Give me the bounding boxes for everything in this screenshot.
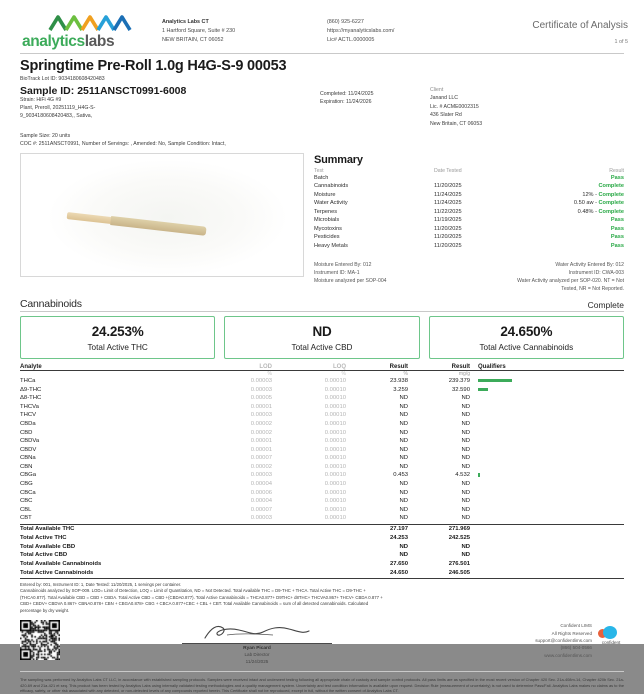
total-result-percent: 24.253 — [389, 534, 408, 541]
analyte-lod: 0.00003 — [250, 412, 272, 419]
client-address-line1: 436 Slater Rd — [430, 112, 462, 119]
summary-date-tested: 11/20/2025 — [434, 183, 462, 190]
table-row — [20, 394, 624, 403]
moisture-instrument-id: Instrument ID: MA-1 — [314, 270, 360, 277]
summary-date-tested: 11/24/2025 — [434, 200, 462, 207]
unit-result-mgg: mg/g — [458, 371, 470, 378]
summary-row — [314, 216, 624, 225]
strain-name: Strain: HiFi 4G #9 — [20, 97, 62, 104]
confident-logo — [598, 622, 624, 646]
analyte-lod: 0.00001 — [250, 438, 272, 445]
wa-sop: Water Activity analyzed per SOP-020. NT = Not — [517, 277, 624, 284]
total-result-mgg: 271.969 — [448, 525, 470, 532]
footer-signature-area — [0, 614, 644, 666]
analyte-result-percent: ND — [399, 403, 408, 410]
analyte-result-mgg: ND — [461, 412, 470, 419]
lab-license: Lic# ACTL.0000005 — [327, 36, 375, 43]
analyte-result-mgg: ND — [461, 395, 470, 402]
expiration-date: Expiration: 11/24/2026 — [320, 99, 372, 106]
analyte-result-percent: 23.938 — [389, 378, 408, 385]
analyte-name: CBD — [20, 429, 33, 436]
summary-result: Pass — [610, 225, 624, 232]
total-label: Total Available Cannabinoids — [20, 561, 102, 568]
lims-website[interactable]: www.confidentlims.com — [544, 652, 592, 658]
analyte-name: CBGa — [20, 472, 37, 479]
summary-box-value: 24.650% — [500, 323, 553, 339]
analyte-result-mgg: ND — [461, 455, 470, 462]
unit-lod: % — [267, 371, 272, 378]
summary-box-value: 24.253% — [91, 323, 144, 339]
analyte-result-mgg: 32.590 — [451, 386, 470, 393]
brand-word-labs: labs — [84, 33, 115, 50]
cannabinoid-summary-box — [429, 316, 624, 359]
analyte-rows — [20, 377, 624, 523]
analyte-lod: 0.00003 — [250, 472, 272, 479]
analyte-qualifier-bar — [470, 463, 624, 472]
analyte-name: CBG — [20, 480, 33, 487]
analyte-lod: 0.00003 — [250, 386, 272, 393]
analyte-result-mgg: 239.379 — [448, 378, 470, 385]
analyte-loq: 0.00010 — [324, 472, 346, 479]
lab-address-line1: 1 Hartford Square, Suite # 230 — [162, 27, 236, 34]
analyte-name: CBT — [20, 515, 32, 522]
total-result-percent: ND — [399, 552, 408, 559]
photo-background — [21, 154, 303, 276]
col-qualifiers: Qualifiers — [478, 363, 506, 370]
analyte-qualifier-bar — [470, 403, 624, 412]
table-row — [20, 429, 624, 438]
lims-name: Confident LIMS — [560, 623, 592, 629]
analyte-result-percent: ND — [399, 463, 408, 470]
client-block — [430, 85, 624, 128]
analyte-result-mgg: ND — [461, 446, 470, 453]
analyte-name: CBDV — [20, 446, 37, 453]
analyte-name: THCa — [20, 378, 36, 385]
summary-row — [314, 233, 624, 242]
analyte-result-percent: ND — [399, 421, 408, 428]
lims-footer — [454, 620, 624, 659]
analyte-name: THCVa — [20, 403, 39, 410]
analyte-qualifier-bar — [470, 411, 624, 420]
table-row — [20, 489, 624, 498]
analyte-lod: 0.00003 — [250, 515, 272, 522]
product-photo — [20, 153, 304, 277]
analyte-result-mgg: ND — [461, 480, 470, 487]
analyte-loq: 0.00010 — [324, 378, 346, 385]
analyte-qualifier-bar — [470, 429, 624, 438]
analyte-name: Δ9-THC — [20, 386, 42, 393]
brand-logo — [20, 14, 162, 50]
analyte-loq: 0.00010 — [324, 395, 346, 402]
analyte-qualifier-bar — [470, 394, 624, 403]
summary-title: Summary — [314, 153, 363, 166]
summary-row — [314, 174, 624, 183]
col-analyte: Analyte — [20, 363, 42, 370]
date-block — [320, 85, 430, 107]
table-row — [20, 411, 624, 420]
lab-website-link[interactable]: https://myanalyticslabs.com/ — [327, 27, 395, 34]
sample-info-block — [0, 54, 644, 149]
total-result-mgg: ND — [461, 552, 470, 559]
summary-date-tested: 11/24/2025 — [434, 191, 462, 198]
analyte-qualifier-bar — [470, 480, 624, 489]
cannabinoid-summary-box — [20, 316, 215, 359]
table-row — [20, 437, 624, 446]
analyte-lod: 0.00005 — [250, 395, 272, 402]
analyte-loq: 0.00010 — [324, 480, 346, 487]
qualifier-bar-icon — [478, 473, 480, 476]
analyte-result-percent: 3.259 — [393, 386, 408, 393]
analyte-name: CBDa — [20, 421, 36, 428]
analyte-name: CBCa — [20, 489, 36, 496]
lab-contact-block — [327, 14, 477, 44]
summary-test-name: Water Activity — [314, 200, 348, 207]
table-row — [20, 506, 624, 515]
summary-result: 12% - Complete — [582, 191, 624, 198]
cannabinoid-table — [0, 359, 644, 579]
analyte-qualifier-bar — [470, 454, 624, 463]
footnote-line-4: CBD+ CBDV+ CBDVA 0.867+ CBNA0.878+ CBN + CBGA0.878+ CBG + CBCA 0.877+CBC + CBL + CBT. Total Available Cannabinoids = sum of all detected cannabinoids. Calculated — [20, 601, 369, 607]
qualifier-bar-icon — [478, 379, 512, 382]
table-row — [20, 403, 624, 412]
analyte-result-percent: 0.453 — [393, 472, 408, 479]
summary-test-name: Terpenes — [314, 208, 338, 215]
analyte-qualifier-bar — [470, 446, 624, 455]
total-result-mgg: 242.525 — [448, 534, 470, 541]
summary-box-value: ND — [312, 323, 332, 339]
summary-result: Pass — [610, 234, 624, 241]
analyte-name: Δ8-THC — [20, 395, 42, 402]
total-result-percent: ND — [399, 543, 408, 550]
col-loq: LOQ — [333, 363, 346, 370]
biotrack-lot-id: BioTrack Lot ID: 9034180608420483 — [20, 76, 105, 83]
client-name: Janand LLC — [430, 95, 458, 102]
analyte-lod: 0.00007 — [250, 455, 272, 462]
analyte-result-percent: ND — [399, 506, 408, 513]
signature-icon — [197, 622, 317, 642]
total-label: Total Active THC — [20, 534, 67, 541]
wa-instrument-id: Instrument ID: CWA-003 — [568, 270, 624, 277]
total-row — [20, 534, 624, 543]
total-result-percent: 27.650 — [389, 561, 408, 568]
analyte-qualifier-bar — [470, 377, 624, 386]
total-result-mgg: 276.501 — [448, 561, 470, 568]
analytics-labs-mark-icon — [20, 14, 162, 32]
table-row — [20, 497, 624, 506]
summary-row — [314, 242, 624, 251]
analyte-result-mgg: ND — [461, 429, 470, 436]
signature-date: 11/24/2025 — [245, 659, 269, 665]
summary-date-tested: 11/20/2025 — [434, 234, 462, 241]
analyte-result-mgg: ND — [461, 438, 470, 445]
summary-test-name: Mycotoxins — [314, 225, 342, 232]
table-row — [20, 386, 624, 395]
analyte-lod: 0.00007 — [250, 506, 272, 513]
summary-col-test: Test — [314, 167, 324, 174]
summary-test-name: Moisture — [314, 191, 336, 198]
analyte-result-mgg: ND — [461, 463, 470, 470]
lims-phone: (866) 504-0566 — [560, 645, 592, 651]
total-label: Total Available CBD — [20, 543, 76, 550]
analyte-result-mgg: ND — [461, 506, 470, 513]
analyte-result-percent: ND — [399, 480, 408, 487]
signer-name: Ryan Picard — [243, 646, 271, 652]
analyte-lod: 0.00002 — [250, 421, 272, 428]
footnote-line-2: Cannabinoids analyzed by SOP-009. LOD= Limit of Detection, LOQ = Limit of Quantitation, ND = Not Detected. Total Available THC = D9-THC + THCA. Total Active THC = D9-THC + — [20, 588, 366, 594]
certificate-title: Certificate of Analysis — [532, 20, 628, 31]
footnote-line-3: (THCA0.877). Total Available CBD = CBD + CBDA. Total Active CBD = CBD +(CBDA0.877). Total Active Cannabinoids = THCA0.877+ D9THC+ d8THC+ THCVA0.867+ THCV+ CBDA 0.877 + — [20, 594, 383, 600]
page-title: Springtime Pre-Roll 1.0g H4G-S-9 00053 — [20, 57, 287, 74]
summary-result: Complete — [598, 183, 624, 190]
summary-date-tested — [434, 174, 529, 183]
analyte-result-percent: ND — [399, 429, 408, 436]
cannabinoids-title: Cannabinoids — [20, 297, 82, 310]
summary-col-result: Result — [609, 167, 624, 174]
cannabinoid-summary-boxes — [0, 312, 644, 359]
total-label: Total Active CBD — [20, 552, 68, 559]
qualifier-bar-icon — [478, 388, 488, 391]
moisture-sop: Moisture analyzed per SOP-004 — [314, 277, 387, 284]
brand-word-analytics: analytics — [22, 33, 85, 50]
chain-of-custody: COC #: 2511ANSCT0991, Number of Servings: , Amended: No, Sample Condition: Intact, — [20, 140, 226, 147]
analyte-result-percent: ND — [399, 498, 408, 505]
analyte-loq: 0.00010 — [324, 412, 346, 419]
analyte-loq: 0.00010 — [324, 446, 346, 453]
analyte-result-percent: ND — [399, 455, 408, 462]
analyte-loq: 0.00010 — [324, 438, 346, 445]
wa-entered-by: Water Activity Entered By: 012 — [555, 262, 624, 269]
col-lod: LOD — [259, 363, 272, 370]
col-result-percent: Result — [389, 363, 408, 370]
analyte-result-percent: ND — [399, 446, 408, 453]
client-license: Lic. # ACME0002315 — [430, 103, 479, 110]
summary-test-name: Cannabinoids — [314, 183, 349, 190]
moisture-entered-by: Moisture Entered By: 012 — [314, 262, 372, 269]
analyte-loq: 0.00010 — [324, 421, 346, 428]
summary-box-label: Total Active CBD — [291, 342, 353, 352]
water-activity-notes — [434, 262, 624, 294]
summary-date-tested: 11/20/2025 — [434, 225, 462, 232]
analyte-name: CBNa — [20, 455, 36, 462]
summary-row — [314, 182, 624, 191]
lab-address-block — [162, 14, 327, 44]
analyte-qualifier-bar — [470, 386, 624, 395]
photo-and-summary — [0, 149, 644, 294]
analyte-lod: 0.00002 — [250, 429, 272, 436]
analyte-name: THCV — [20, 412, 37, 419]
instrument-notes — [314, 262, 624, 294]
analyte-loq: 0.00010 — [324, 498, 346, 505]
analyte-result-mgg: ND — [461, 498, 470, 505]
summary-test-name: Pesticides — [314, 234, 340, 241]
table-row — [20, 454, 624, 463]
table-row — [20, 471, 624, 480]
summary-row — [314, 225, 624, 234]
unit-result-percent: % — [403, 371, 408, 378]
analyte-lod: 0.00001 — [250, 446, 272, 453]
sample-id-label: Sample ID: — [20, 84, 75, 97]
summary-test-name: Batch — [314, 174, 329, 181]
summary-test-name: Microbials — [314, 217, 340, 224]
analyte-result-percent: ND — [399, 395, 408, 402]
cannabinoid-footnotes — [0, 579, 644, 614]
summary-date-tested: 11/20/2025 — [434, 242, 462, 249]
client-label: Client — [430, 86, 444, 93]
analyte-lod: 0.00001 — [250, 403, 272, 410]
total-row — [20, 551, 624, 560]
total-label: Total Available THC — [20, 525, 75, 532]
brand-wordmark — [20, 34, 162, 50]
analyte-lod: 0.00004 — [250, 480, 272, 487]
confident-mark-icon — [598, 626, 624, 639]
summary-result: Pass — [610, 217, 624, 224]
analyte-result-percent: ND — [399, 412, 408, 419]
analyte-name: CBL — [20, 506, 32, 513]
analyte-result-mgg: ND — [461, 515, 470, 522]
analyte-loq: 0.00010 — [324, 463, 346, 470]
lab-name: Analytics Labs CT — [162, 19, 209, 25]
analyte-qualifier-bar — [470, 471, 624, 480]
summary-result: Pass — [610, 174, 624, 181]
total-result-mgg: 246.505 — [448, 570, 470, 577]
analyte-result-mgg: ND — [461, 403, 470, 410]
analyte-result-percent: ND — [399, 489, 408, 496]
analyte-loq: 0.00010 — [324, 403, 346, 410]
summary-col-date: Date Tested — [434, 167, 462, 174]
sample-id-value: 2511ANSCT0991-6008 — [77, 84, 187, 97]
col-result-mgg: Result — [451, 363, 470, 370]
analyte-lod: 0.00002 — [250, 463, 272, 470]
product-descriptor-line2: 9_9034180608420483,, Sativa, — [20, 112, 93, 119]
table-row — [20, 446, 624, 455]
analyte-qualifier-bar — [470, 514, 624, 523]
analyte-result-mgg: ND — [461, 421, 470, 428]
total-row — [20, 543, 624, 552]
summary-date-tested: 11/22/2025 — [434, 208, 462, 215]
table-row — [20, 377, 624, 386]
footnote-line-5: percentage by dry weight. — [20, 607, 70, 613]
total-label: Total Active Cannabinoids — [20, 570, 94, 577]
legal-disclaimer: The sampling was performed by Analytics Labs CT LLC, in accordance with established sampling protocols. Samples were received intact and underwent testing following all appropriate chain of custody and sample control protocols. All pass limits are as specified in the most recent version of Chapter 420 Sec. 21a-408m-14, Chapter 420b Sec. 21a-420-69 and 21a-421 et seq. This product has been tested by Analytics Labs using internally validated testing methodologies and a quality management system. Uncertainty and test condition information is available upon request. Decision Rule (measurement of uncertainty) is not used to determine Pass/Fail. Analytics Labs makes no claims as to the efficacy, safety, or other risk associated with any detected, or non-detected levels of any compounds reported herein. This Certificate shall not be reproduced, except in full, without the written consent of Analytics Labs CT. — [20, 677, 624, 694]
summary-date-tested: 11/19/2025 — [434, 217, 462, 224]
summary-result: 0.48% - Complete — [577, 208, 624, 215]
cannabinoid-summary-box — [224, 316, 419, 359]
signer-role: Lab Director — [244, 652, 270, 658]
analyte-loq: 0.00010 — [324, 455, 346, 462]
analyte-qualifier-bar — [470, 437, 624, 446]
summary-row — [314, 208, 624, 217]
product-descriptor-line1: Plant, Preroll, 20251119_H4G-S- — [20, 104, 96, 111]
total-row — [20, 560, 624, 569]
analyte-lod: 0.00004 — [250, 498, 272, 505]
analyte-loq: 0.00010 — [324, 386, 346, 393]
sample-size: Sample Size: 20 units — [20, 133, 71, 140]
summary-row — [314, 191, 624, 200]
analyte-loq: 0.00010 — [324, 429, 346, 436]
table-row — [20, 514, 624, 523]
analyte-name: CBDVa — [20, 438, 40, 445]
total-result-mgg: ND — [461, 543, 470, 550]
lab-address-line2: NEW BRITAIN, CT 06052 — [162, 36, 224, 43]
table-row — [20, 480, 624, 489]
qr-code[interactable] — [20, 620, 60, 660]
table-row — [20, 463, 624, 472]
analyte-result-percent: ND — [399, 438, 408, 445]
table-row — [20, 420, 624, 429]
sample-id — [20, 85, 320, 97]
analyte-name: CBN — [20, 463, 33, 470]
total-row — [20, 525, 624, 534]
moisture-notes — [314, 262, 434, 294]
cannabinoids-status: Complete — [587, 299, 624, 310]
total-result-percent: 24.650 — [389, 570, 408, 577]
analyte-loq: 0.00010 — [324, 489, 346, 496]
page-header — [0, 0, 644, 50]
summary-panel — [314, 153, 624, 294]
analyte-lod: 0.00003 — [250, 378, 272, 385]
lab-phone: (860) 925-6227 — [327, 19, 364, 25]
wa-sop-cont: Tested, NR = Not Reported. — [561, 285, 624, 292]
table-header-row — [20, 364, 624, 372]
page-indicator: 1 of 5 — [614, 39, 628, 45]
lims-support-email[interactable]: support@confidentlims.com — [535, 638, 592, 644]
unit-loq: % — [341, 371, 346, 378]
completed-date: Completed: 11/24/2025 — [320, 90, 374, 97]
signature-block — [66, 620, 448, 666]
summary-rows — [314, 174, 624, 251]
total-rows — [20, 525, 624, 578]
summary-row — [314, 199, 624, 208]
analyte-lod: 0.00006 — [250, 489, 272, 496]
analyte-qualifier-bar — [470, 506, 624, 515]
analyte-name: CBC — [20, 498, 33, 505]
analyte-result-percent: ND — [399, 515, 408, 522]
confident-wordmark: confident — [601, 641, 621, 647]
total-result-percent: 27.197 — [389, 525, 408, 532]
analyte-loq: 0.00010 — [324, 506, 346, 513]
analyte-result-mgg: ND — [461, 489, 470, 496]
analyte-qualifier-bar — [470, 497, 624, 506]
summary-result: Pass — [610, 242, 624, 249]
summary-box-label: Total Active Cannabinoids — [479, 342, 574, 352]
analyte-loq: 0.00010 — [324, 515, 346, 522]
total-row — [20, 569, 624, 578]
analyte-qualifier-bar — [470, 420, 624, 429]
summary-result: 0.50 aw - Complete — [573, 200, 624, 207]
summary-test-name: Heavy Metals — [314, 242, 348, 249]
client-address-line2: New Britain, CT 06053 — [430, 120, 483, 127]
footnote-line-1: Entered by: 001, Instrument ID: 1, Date Tested: 11/20/2025, 1 servings per container. — [20, 581, 182, 587]
lims-rights: All Rights Reserved — [551, 630, 592, 636]
cannabinoids-section-header — [0, 294, 644, 310]
analyte-result-mgg: 4.532 — [455, 472, 470, 479]
summary-box-label: Total Active THC — [87, 342, 148, 352]
analyte-qualifier-bar — [470, 489, 624, 498]
